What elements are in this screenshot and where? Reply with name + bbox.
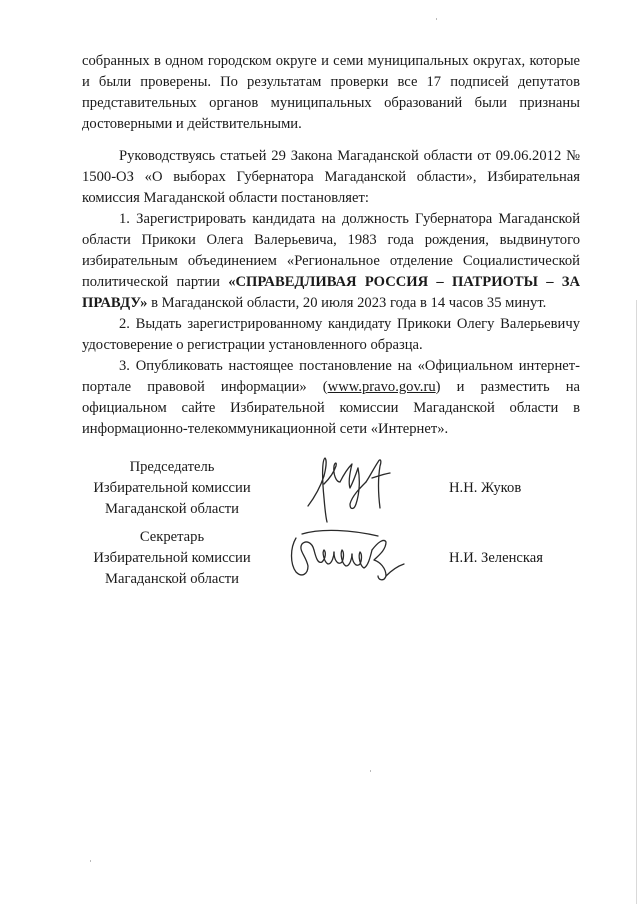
paragraph-4: 2. Выдать зарегистрированному кандидату Прикоки Олегу Валерьевичу удостоверение о регистрации установленного образца. xyxy=(82,316,580,353)
paragraph-1: собранных в одном городском округе и семи муниципальных округах, которые и были проверены. По результатам проверки все 17 подписей депутатов представительных органов муниципальных образований были признаны достоверными и действительными. xyxy=(82,53,580,132)
secretary-name: Н.И. Зеленская xyxy=(449,550,543,566)
paragraph-3 xyxy=(82,209,580,314)
paragraph-5-text: 3. Опубликовать настоящее постановление на «Официальном интернет-портале правовой информации» ( xyxy=(82,358,580,395)
paragraph-5 xyxy=(82,356,580,440)
paragraph-3-tail: в Магаданской области, 20 июля 2023 года в 14 часов 35 минут. xyxy=(147,295,547,311)
chairman-signature xyxy=(300,448,410,528)
chairman-name: Н.Н. Жуков xyxy=(449,480,522,496)
secretary-title-line2: Избирательной комиссии xyxy=(93,550,251,566)
paragraph-2: Руководствуясь статьей 29 Закона Магаданской области от 09.06.2012 № 1500-ОЗ «О выборах Губернатора Магаданской области», Избирательная комиссия Магаданской области постановляет: xyxy=(82,148,580,206)
scan-speck xyxy=(90,860,91,862)
secretary-signature xyxy=(282,520,412,590)
pravo-link[interactable]: www.pravo.gov.ru xyxy=(327,379,436,395)
party-name: «СПРАВЕДЛИВАЯ РОССИЯ – ПАТРИОТЫ – ЗА ПРАВДУ» xyxy=(82,274,580,311)
scan-speck xyxy=(436,18,437,20)
chairman-title xyxy=(72,457,272,520)
chairman-title-line2: Избирательной комиссии xyxy=(93,480,251,496)
paragraph-5-tail: ) и разместить на официальном сайте Избирательной комиссии Магаданской области в информационно-телекоммуникационной сети «Интернет». xyxy=(82,379,581,437)
scan-speck xyxy=(370,770,371,772)
body-text xyxy=(82,51,580,440)
paragraph-3-text: 1. Зарегистрировать кандидата на должность Губернатора Магаданской области Прикоки Олега Валерьевича, 1983 года рождения, выдвинутого избирательным объединением «Региональное отделение Социалистической политической партии xyxy=(82,211,580,290)
secretary-title-line3: Магаданской области xyxy=(105,571,239,587)
scan-edge-line xyxy=(636,300,637,904)
chairman-title-line1: Председатель xyxy=(129,459,215,475)
secretary-title xyxy=(72,527,272,590)
secretary-title-line1: Секретарь xyxy=(139,529,205,545)
chairman-title-line3: Магаданской области xyxy=(105,501,239,517)
